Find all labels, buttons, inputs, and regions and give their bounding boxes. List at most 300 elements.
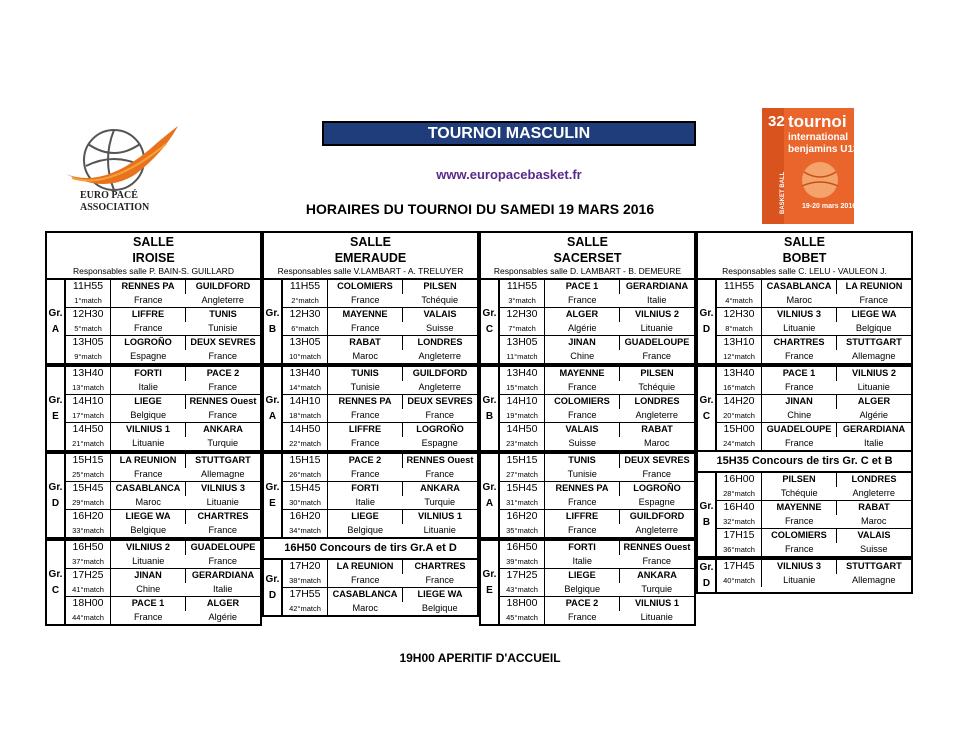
country-home: France: [544, 611, 620, 625]
match-row: [500, 482, 694, 510]
match-list: [717, 367, 911, 450]
team-home: CASABLANCA: [761, 280, 837, 294]
match-row: [717, 280, 911, 308]
match-time: 16H20: [506, 510, 538, 522]
country-home: France: [110, 294, 186, 308]
country-home: France: [110, 611, 186, 625]
team-home: JINAN: [761, 395, 837, 409]
team-away: VILNIUS 1: [418, 511, 462, 521]
team-away: CHARTRES: [414, 561, 466, 571]
team-away: PACE 2: [206, 368, 240, 378]
team-home: LIFFRE: [544, 510, 620, 524]
group-label: [47, 454, 66, 537]
team-home: LA REUNION: [110, 454, 186, 468]
match-number: 40°match: [723, 575, 755, 585]
group-block: [45, 365, 262, 452]
match-row: [717, 395, 911, 423]
group-letter: A: [485, 497, 494, 509]
match-row: [500, 510, 694, 537]
team-home: PILSEN: [761, 473, 837, 487]
country-home: Espagne: [110, 350, 186, 364]
salle-label: SALLE: [133, 235, 174, 249]
country-home: Belgique: [544, 583, 620, 597]
team-away: VALAIS: [857, 530, 891, 540]
group-block: [262, 365, 479, 452]
country-away: Maroc: [860, 515, 887, 526]
country-away: Tchéquie: [638, 381, 676, 392]
salle-name: SACERSET: [553, 251, 622, 265]
group-prefix: Gr.: [265, 394, 280, 406]
match-row: [500, 454, 694, 482]
group-prefix: Gr.: [482, 394, 497, 406]
country-home: Lituanie: [110, 555, 186, 569]
country-away: Algérie: [859, 409, 889, 420]
salle-name: IROISE: [132, 251, 175, 265]
team-home: LA REUNION: [327, 560, 403, 574]
match-number: 10°match: [289, 351, 321, 361]
match-list: [283, 454, 477, 537]
country-away: France: [642, 468, 672, 479]
team-away: DEUX SEVRES: [190, 337, 256, 347]
country-away: Lituanie: [640, 322, 673, 333]
team-home: PACE 2: [544, 597, 620, 611]
country-home: France: [110, 322, 186, 336]
team-home: ALGER: [544, 308, 620, 322]
match-time: 16H00: [723, 473, 755, 485]
country-home: Maroc: [761, 294, 837, 308]
match-number: 11°match: [506, 351, 538, 361]
salle-column: [479, 231, 696, 626]
team-home: FORTI: [327, 482, 403, 496]
team-home: COLOMIERS: [761, 529, 837, 543]
match-number: 24°match: [723, 438, 755, 448]
group-letter: E: [486, 584, 493, 596]
team-away: DEUX SEVRES: [407, 396, 473, 406]
team-away: GERARDIANA: [842, 424, 906, 434]
team-away: GUADELOUPE: [624, 337, 690, 347]
group-prefix: Gr.: [48, 568, 63, 580]
country-away: Allemagne: [852, 350, 896, 361]
group-block: [45, 278, 262, 365]
team-home: LIEGE WA: [110, 510, 186, 524]
match-number: 27°match: [506, 469, 538, 479]
team-away: RABAT: [858, 502, 890, 512]
country-away: Suisse: [859, 543, 888, 554]
country-home: France: [327, 322, 403, 336]
country-home: Chine: [761, 409, 837, 423]
country-home: Lituanie: [761, 574, 837, 588]
group-label: [481, 280, 500, 363]
match-time: 13H40: [506, 367, 538, 379]
team-home: LIFFRE: [327, 423, 403, 437]
match-time: 15H00: [723, 423, 755, 435]
match-time: 14H20: [723, 395, 755, 407]
match-time: 11H55: [289, 280, 321, 292]
match-time: 17H25: [506, 569, 538, 581]
salle-responsables: Responsables salle V.LAMBART - A. TRELUYER: [262, 265, 479, 278]
match-row: [500, 423, 694, 450]
country-home: Chine: [110, 583, 186, 597]
match-time: 13H40: [723, 367, 755, 379]
group-letter: B: [702, 516, 711, 528]
group-label: [698, 367, 717, 450]
match-time: 13H40: [289, 367, 321, 379]
team-away: RENNES Ouest: [406, 455, 474, 465]
salle-header: [696, 231, 913, 265]
match-number: 34°match: [289, 525, 321, 535]
match-time: 11H55: [72, 280, 104, 292]
country-home: France: [327, 574, 403, 588]
team-home: FORTI: [544, 541, 620, 555]
match-number: 1°match: [74, 295, 102, 305]
match-row: [66, 367, 260, 395]
match-list: [500, 367, 694, 450]
group-prefix: Gr.: [265, 573, 280, 585]
match-row: [500, 280, 694, 308]
team-home: TUNIS: [544, 454, 620, 468]
country-home: France: [761, 381, 837, 395]
salle-header: [45, 231, 262, 265]
match-number: 2°match: [291, 295, 319, 305]
match-number: 7°match: [508, 323, 536, 333]
match-list: [66, 541, 260, 624]
country-away: Italie: [864, 437, 884, 448]
team-away: LONDRES: [417, 337, 463, 347]
match-number: 3°match: [508, 295, 536, 305]
team-away: ANKARA: [637, 570, 677, 580]
group-prefix: Gr.: [48, 481, 63, 493]
country-away: France: [642, 555, 672, 566]
match-row: [283, 336, 477, 363]
group-label: [698, 560, 717, 592]
team-home: MAYENNE: [761, 501, 837, 515]
country-away: Suisse: [425, 322, 454, 333]
team-home: RENNES PA: [327, 395, 403, 409]
country-away: Angleterre: [635, 524, 678, 535]
salle-column: [45, 231, 262, 626]
match-number: 8°match: [725, 323, 753, 333]
group-label: [481, 454, 500, 537]
group-label: [264, 367, 283, 450]
match-time: 13H10: [723, 336, 755, 348]
match-row: [717, 336, 911, 363]
country-away: Allemagne: [852, 574, 896, 585]
country-away: France: [208, 350, 238, 361]
team-away: VILNIUS 1: [635, 598, 679, 608]
country-home: Tchéquie: [761, 487, 837, 501]
country-home: France: [327, 468, 403, 482]
team-home: COLOMIERS: [544, 395, 620, 409]
match-list: [717, 560, 911, 592]
group-block: [696, 278, 913, 365]
salle-header: [479, 231, 696, 265]
match-time: 16H20: [72, 510, 104, 522]
match-row: [500, 395, 694, 423]
match-time: 14H50: [289, 423, 321, 435]
group-prefix: Gr.: [482, 307, 497, 319]
match-time: 14H10: [506, 395, 538, 407]
country-home: France: [110, 468, 186, 482]
match-list: [66, 367, 260, 450]
group-letter: D: [268, 589, 277, 601]
team-away: LOGROÑO: [633, 483, 681, 493]
match-list: [283, 367, 477, 450]
country-home: Tunisie: [327, 381, 403, 395]
match-number: 37°match: [72, 556, 104, 566]
match-time: 16H20: [289, 510, 321, 522]
team-home: LIEGE: [110, 395, 186, 409]
match-time: 17H20: [289, 560, 321, 572]
group-prefix: Gr.: [699, 500, 714, 512]
country-home: Algérie: [544, 322, 620, 336]
country-home: France: [544, 496, 620, 510]
match-row: [283, 588, 477, 615]
match-list: [283, 560, 477, 615]
salle-responsables: Responsables salle D. LAMBART - B. DEMEURE: [479, 265, 696, 278]
match-time: 15H45: [506, 482, 538, 494]
match-time: 13H05: [289, 336, 321, 348]
team-away: GUADELOUPE: [190, 542, 256, 552]
svg-text:32: 32: [768, 113, 785, 130]
group-prefix: Gr.: [48, 307, 63, 319]
match-number: 25°match: [72, 469, 104, 479]
country-away: France: [208, 555, 238, 566]
match-row: [66, 597, 260, 624]
match-number: 6°match: [291, 323, 319, 333]
group-label: [481, 541, 500, 624]
group-block: [45, 452, 262, 539]
match-number: 22°match: [289, 438, 321, 448]
match-row: [283, 454, 477, 482]
country-away: Lituanie: [640, 611, 673, 622]
group-label: [47, 541, 66, 624]
country-home: Belgique: [327, 524, 403, 538]
concours-de-tirs: 16H50 Concours de tirs Gr.A et D: [262, 539, 479, 560]
team-away: VILNIUS 3: [201, 483, 245, 493]
group-prefix: Gr.: [265, 307, 280, 319]
group-block: [45, 539, 262, 626]
country-away: Turquie: [641, 583, 673, 594]
group-block: [479, 539, 696, 626]
team-home: TUNIS: [327, 367, 403, 381]
svg-text:benjamins U13: benjamins U13: [788, 144, 854, 155]
country-home: Belgique: [110, 409, 186, 423]
team-home: LOGROÑO: [110, 336, 186, 350]
team-home: VILNIUS 2: [110, 541, 186, 555]
group-label: [698, 473, 717, 556]
match-row: [500, 569, 694, 597]
team-away: RABAT: [641, 424, 673, 434]
group-letter: D: [702, 578, 711, 589]
match-row: [283, 423, 477, 450]
country-away: France: [208, 524, 238, 535]
team-home: VALAIS: [544, 423, 620, 437]
euro-pace-logo: [66, 122, 186, 214]
group-label: [698, 280, 717, 363]
match-number: 45°match: [506, 612, 538, 622]
country-away: Lituanie: [423, 524, 456, 535]
match-time: 12H30: [723, 308, 755, 320]
match-row: [283, 280, 477, 308]
country-home: France: [544, 294, 620, 308]
country-away: Italie: [213, 583, 233, 594]
match-time: 16H40: [723, 501, 755, 513]
match-number: 28°match: [723, 488, 755, 498]
match-row: [500, 597, 694, 624]
salle-label: SALLE: [567, 235, 608, 249]
team-away: LIEGE WA: [417, 589, 463, 599]
website-link[interactable]: www.europacebasket.fr: [436, 167, 582, 182]
match-number: 29°match: [72, 497, 104, 507]
match-row: [283, 367, 477, 395]
team-away: LA REUNION: [845, 281, 903, 291]
match-row: [66, 423, 260, 450]
match-row: [66, 280, 260, 308]
match-time: 15H15: [289, 454, 321, 466]
team-away: VALAIS: [423, 309, 457, 319]
country-away: France: [425, 409, 455, 420]
group-block: [479, 365, 696, 452]
group-letter: E: [269, 497, 276, 509]
match-number: 17°match: [72, 410, 104, 420]
team-home: RENNES PA: [544, 482, 620, 496]
country-home: Italie: [327, 496, 403, 510]
match-time: 17H25: [72, 569, 104, 581]
salle-responsables: Responsables salle C. LELU - VAULEON J.: [696, 265, 913, 278]
group-label: [47, 280, 66, 363]
team-home: GUADELOUPE: [761, 423, 837, 437]
country-home: France: [761, 350, 837, 364]
team-home: VILNIUS 3: [761, 560, 837, 574]
group-block: [479, 278, 696, 365]
match-list: [500, 280, 694, 363]
group-prefix: Gr.: [48, 394, 63, 406]
match-time: 18H00: [506, 597, 538, 609]
match-number: 30°match: [289, 497, 321, 507]
country-home: France: [327, 409, 403, 423]
match-row: [66, 510, 260, 537]
salle-header: [262, 231, 479, 265]
match-list: [500, 541, 694, 624]
team-away: GERARDIANA: [625, 281, 689, 291]
basketball-logo-icon: [66, 122, 186, 214]
country-home: France: [544, 409, 620, 423]
team-away: PILSEN: [423, 281, 457, 291]
country-away: Maroc: [643, 437, 670, 448]
team-away: VILNIUS 2: [852, 368, 896, 378]
match-row: [500, 336, 694, 363]
match-row: [66, 482, 260, 510]
country-away: Turquie: [424, 496, 456, 507]
country-home: Maroc: [327, 350, 403, 364]
match-row: [66, 395, 260, 423]
match-number: 26°match: [289, 469, 321, 479]
match-time: 11H55: [723, 280, 755, 292]
group-letter: C: [485, 323, 494, 335]
group-block: [696, 365, 913, 452]
match-number: 42°match: [289, 603, 321, 613]
group-prefix: Gr.: [265, 481, 280, 493]
group-label: [264, 454, 283, 537]
team-home: RABAT: [327, 336, 403, 350]
group-letter: C: [51, 584, 60, 596]
country-away: Algérie: [208, 611, 238, 622]
group-label: [264, 560, 283, 615]
match-number: 44°match: [72, 612, 104, 622]
match-number: 32°match: [723, 516, 755, 526]
country-away: France: [208, 409, 238, 420]
country-home: Italie: [110, 381, 186, 395]
match-list: [283, 280, 477, 363]
match-number: 33°match: [72, 525, 104, 535]
match-number: 35°match: [506, 525, 538, 535]
team-away: LOGROÑO: [416, 424, 464, 434]
team-home: RENNES PA: [110, 280, 186, 294]
team-home: CHARTRES: [761, 336, 837, 350]
match-row: [717, 529, 911, 556]
country-away: Turquie: [207, 437, 239, 448]
match-row: [283, 510, 477, 537]
salle-label: SALLE: [350, 235, 391, 249]
group-block: [262, 452, 479, 539]
team-home: CASABLANCA: [110, 482, 186, 496]
group-block: [262, 560, 479, 617]
svg-text:BASKET BALL: BASKET BALL: [780, 171, 786, 214]
salle-label: SALLE: [784, 235, 825, 249]
match-list: [66, 454, 260, 537]
country-away: France: [642, 350, 672, 361]
team-away: GUILDFORD: [629, 511, 685, 521]
country-away: France: [425, 468, 455, 479]
team-away: RENNES Ouest: [623, 542, 691, 552]
match-time: 15H45: [72, 482, 104, 494]
match-row: [500, 308, 694, 336]
country-away: Italie: [647, 294, 667, 305]
group-prefix: Gr.: [699, 307, 714, 319]
match-time: 14H50: [506, 423, 538, 435]
team-away: ALGER: [857, 396, 891, 406]
schedule-subtitle: HORAIRES DU TOURNOI DU SAMEDI 19 MARS 2016: [305, 201, 655, 217]
match-time: 12H30: [289, 308, 321, 320]
team-away: VILNIUS 2: [635, 309, 679, 319]
svg-text:tournoi: tournoi: [788, 112, 847, 131]
match-number: 23°match: [506, 438, 538, 448]
logo-left-line2: ASSOCIATION: [80, 202, 150, 213]
country-away: Angleterre: [418, 381, 461, 392]
country-home: Lituanie: [110, 437, 186, 451]
country-home: France: [327, 437, 403, 451]
group-letter: B: [485, 410, 494, 422]
group-letter: D: [51, 497, 60, 509]
page-title: TOURNOI MASCULIN: [322, 121, 696, 146]
team-home: CASABLANCA: [327, 588, 403, 602]
team-home: VILNIUS 1: [110, 423, 186, 437]
svg-text:19-20 mars 2016: 19-20 mars 2016: [802, 203, 854, 210]
match-row: [66, 541, 260, 569]
match-time: 14H50: [72, 423, 104, 435]
match-row: [717, 501, 911, 529]
group-block: [262, 278, 479, 365]
country-home: Italie: [544, 555, 620, 569]
match-time: 11H55: [506, 280, 538, 292]
match-number: 31°match: [506, 497, 538, 507]
group-prefix: Gr.: [699, 394, 714, 406]
match-time: 17H55: [289, 588, 321, 600]
match-row: [66, 569, 260, 597]
match-number: 16°match: [723, 382, 755, 392]
team-away: RENNES Ouest: [189, 396, 257, 406]
match-list: [66, 280, 260, 363]
